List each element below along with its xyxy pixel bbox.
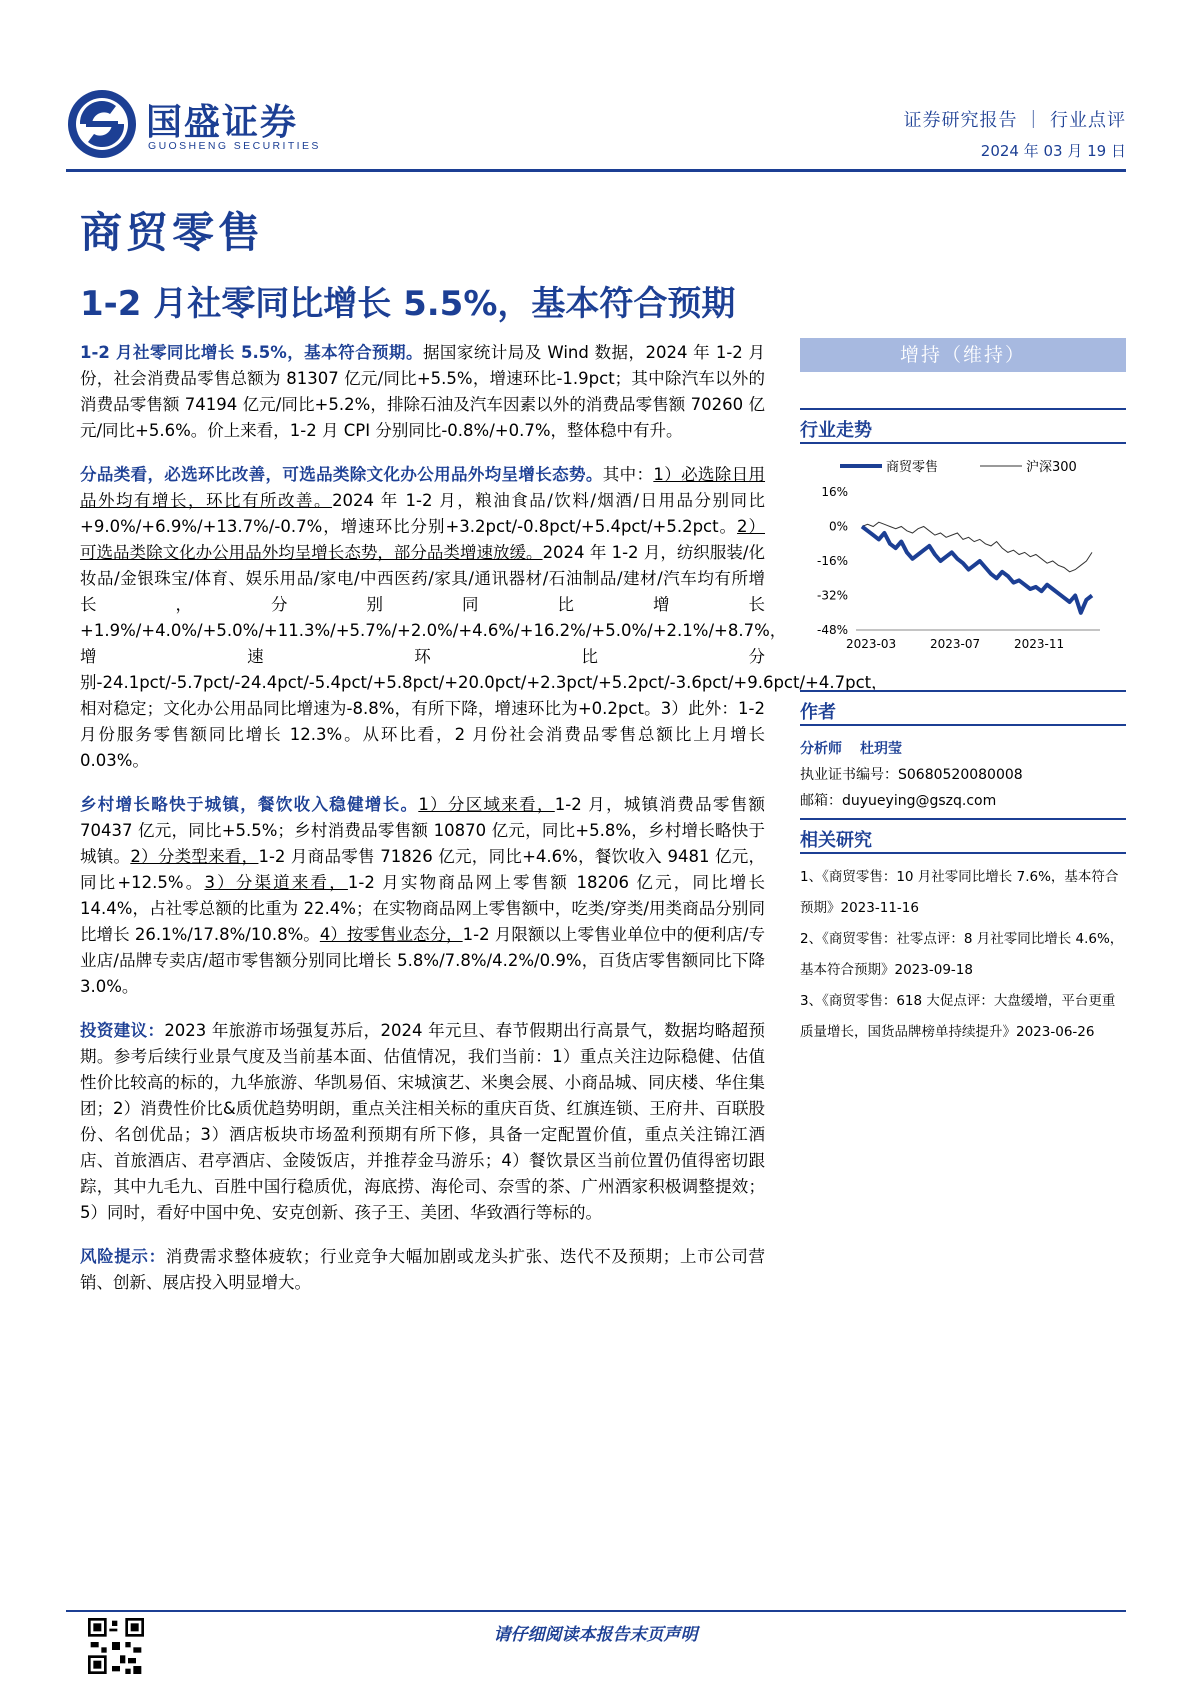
report-header bbox=[66, 88, 1126, 172]
analyst-label: 分析师 bbox=[800, 741, 842, 757]
analyst-email: 邮箱：duyueying@gszq.com bbox=[800, 793, 997, 809]
guosheng-logo-icon bbox=[66, 88, 138, 160]
footer-divider bbox=[66, 1610, 1126, 1612]
legend-label-retail: 商贸零售 bbox=[886, 460, 939, 475]
report-date: 2024 年 03 月 19 日 bbox=[980, 142, 1126, 160]
analyst-row bbox=[800, 736, 1126, 762]
license-number: 执业证书编号：S0680520080008 bbox=[800, 767, 1023, 783]
paragraph-text: 1-2 月商品零售 71826 亿元，同比+4.6%，餐饮收入 9481 亿元，同比+12.5%。 bbox=[80, 847, 766, 892]
paragraph-text: 1-2 月限额以上零售业单位中的便利店/专业店/品牌专卖店/超市零售额分别同比增长 5.8%/7.8%/4.2%/0.9%，百货店零售额同比下降 3.0%。 bbox=[80, 925, 765, 996]
paragraph-summary bbox=[80, 340, 765, 444]
brand-name-en: GUOSHENG SECURITIES bbox=[148, 140, 321, 152]
paragraph-risk bbox=[80, 1244, 765, 1296]
author-heading: 作者 bbox=[800, 690, 1126, 724]
y-tick-label: 16% bbox=[821, 485, 848, 499]
paragraph-investment-advice bbox=[80, 1018, 765, 1226]
x-tick-label: 2023-07 bbox=[930, 637, 981, 651]
paragraph-lead: 投资建议： bbox=[80, 1021, 165, 1040]
paragraph-subpoint: 1）分区域来看， bbox=[418, 795, 555, 814]
paragraph-subpoint: 3）分渠道来看， bbox=[204, 873, 348, 892]
legend-label-csi300: 沪深300 bbox=[1026, 460, 1077, 475]
paragraph-text: 其中： bbox=[602, 465, 654, 484]
report-headline: 1-2 月社零同比增长 5.5%，基本符合预期 bbox=[80, 284, 736, 324]
author-info bbox=[800, 726, 1126, 814]
brand-name: 国盛证券 bbox=[146, 102, 299, 143]
paragraph-text: 2024 年 1-2 月，粮油食品/饮料/烟酒/日用品分别同比+9.0%/+6.9%/+13.7%/-0.7%，增速环比分别+3.2pct/-0.8pct/+5.4pct/+5.2pct。 bbox=[80, 491, 766, 536]
y-tick-label: -32% bbox=[816, 588, 848, 603]
trend-chart-svg bbox=[800, 452, 1126, 652]
y-tick-label: -16% bbox=[816, 554, 848, 568]
paragraph-text: 2023 年旅游市场强复苏后，2024 年元旦、春节假期出行高景气，数据均略超预期。参考后续行业景气度及当前基本面、估值情况，我们当前：1）重点关注边际稳健、估值性价比较高的标的，九华旅游、华凯易佰、宋城演艺、米奥会展、小商品城、同庆楼、华住集团；2）消费性价比&质优趋势明朗，重点关注相关标的重庆百货、红旗连锁、王府井、百联股份、名创优品；3）酒店板块市场盈利预期有所下修，具备一定配置价值，重点关注锦江酒店、首旅酒店、君亭酒店、金陵饭店，并推荐金马游乐；4）餐饮景区当前位置仍值得密切跟踪，其中九毛九、百胜中国行稳质优，海底捞、海伦司、奈雪的茶、广州酒家积极调整提效；5）同时，看好中国中免、安克创新、孩子王、美团、华致酒行等标的。 bbox=[80, 1021, 765, 1222]
paragraph-lead: 乡村增长略快于城镇，餐饮收入稳健增长。 bbox=[80, 795, 419, 814]
trend-heading: 行业走势 bbox=[800, 408, 1126, 442]
related-research-item[interactable]: 1、《商贸零售：10 月社零同比增长 7.6%，基本符合预期》2023-11-16 bbox=[800, 869, 1119, 916]
related-research-item[interactable]: 3、《商贸零售：618 大促点评：大盘缓增，平台更重质量增长，国货品牌榜单持续提升》2023-06-26 bbox=[800, 993, 1116, 1040]
industry-trend-chart bbox=[800, 452, 1126, 652]
footer-disclaimer: 请仔细阅读本报告末页声明 bbox=[493, 1625, 698, 1645]
paragraph-text: 1-2 月实物商品网上零售额 18206 亿元，同比增长 14.4%，占社零总额的比重为 22.4%；在实物商品网上零售额中，吃类/穿类/用类商品分别同比增长 26.1%/17.8%/10.8%。 bbox=[80, 873, 765, 944]
paragraph-subpoint: 2）可选品类除文化办公用品外均呈增长态势，部分品类增速放缓。 bbox=[80, 517, 765, 562]
paragraph-text: 2024 年 1-2 月，纺织服装/化妆品/金银珠宝/体育、娱乐用品/家电/中西医药/家具/通讯器材/石油制品/建材/汽车均有所增长，分别同比增长+1.9%/+4.0%/+5.0%/+11.3%/+5.7%/+2.0%/+4.6%/+16.2%/+5.0%/+2.1%/+8.7%，增速环比分别-24.1pct/-5.7pct/-24.4pct/-5.4pct/+5.8pct/+20.0pct/+2.3pct/+5.2pct/-3.6pct/+9.6pct/+4.7pct，相对稳定；文化办公用品同比增速为-8.8%，有所下降，增速环比为+0.2pct。3）此外：1-2 月份服务零售额同比增长 12.3%。从环比看，2 月份社会消费品零售总额比上月增长 0.03%。 bbox=[80, 543, 888, 770]
y-tick-label: -48% bbox=[816, 623, 848, 637]
paragraph-regions bbox=[80, 792, 765, 1000]
x-tick-label: 2023-03 bbox=[846, 637, 897, 651]
paragraph-text: 据国家统计局及 Wind 数据，2024 年 1-2 月份，社会消费品零售总额为 81307 亿元/同比+5.5%，增速环比-1.9pct；其中除汽车以外的消费品零售额 74194 亿元/同比+5.2%，排除石油及汽车因素以外的消费品零售额 70260 亿元/同比+5.6%。价上来看，1-2 月 CPI 分别同比-0.8%/+0.7%，整体稳中有升。 bbox=[80, 343, 766, 440]
related-research-list bbox=[800, 854, 1126, 1048]
analyst-name: 杜玥莹 bbox=[860, 741, 902, 757]
y-tick-label: 0% bbox=[828, 519, 848, 534]
paragraph-subpoint: 2）分类型来看， bbox=[130, 847, 259, 866]
paragraph-lead: 分品类看，必选环比改善，可选品类除文化办公用品外均呈增长态势。 bbox=[80, 465, 603, 484]
industry-title: 商贸零售 bbox=[80, 208, 265, 257]
x-axis-ticks bbox=[846, 637, 1064, 651]
series-line-retail bbox=[862, 527, 1092, 613]
header-divider bbox=[66, 169, 1126, 172]
paragraph-subpoint: 4）按零售业态分， bbox=[319, 925, 463, 944]
rating-badge: 增持（维持） bbox=[800, 338, 1126, 372]
related-research-heading: 相关研究 bbox=[800, 818, 1126, 852]
report-type: 证券研究报告 ｜ 行业点评 bbox=[903, 110, 1126, 131]
paragraph-subpoint: 1）必选除日用品外均有增长，环比有所改善。 bbox=[80, 465, 766, 510]
paragraph-lead: 1-2 月社零同比增长 5.5%，基本符合预期。 bbox=[80, 343, 423, 362]
chart-legend bbox=[840, 459, 1077, 475]
sidebar bbox=[800, 338, 1126, 1048]
y-axis-ticks bbox=[817, 485, 848, 637]
related-research-item[interactable]: 2、《商贸零售：社零点评：8 月社零同比增长 4.6%，基本符合预期》2023-09-18 bbox=[800, 931, 1124, 978]
paragraph-lead: 风险提示： bbox=[80, 1247, 166, 1266]
paragraph-text: 1-2 月，城镇消费品零售额 70437 亿元，同比+5.5%；乡村消费品零售额 10870 亿元，同比+5.8%，乡村增长略快于城镇。 bbox=[80, 795, 766, 866]
trend-divider bbox=[800, 442, 1126, 444]
x-tick-label: 2023-11 bbox=[1014, 637, 1065, 651]
paragraph-text: 消费需求整体疲软；行业竞争大幅加剧或龙头扩张、迭代不及预期；上市公司营销、创新、展店投入明显增大。 bbox=[80, 1247, 766, 1292]
